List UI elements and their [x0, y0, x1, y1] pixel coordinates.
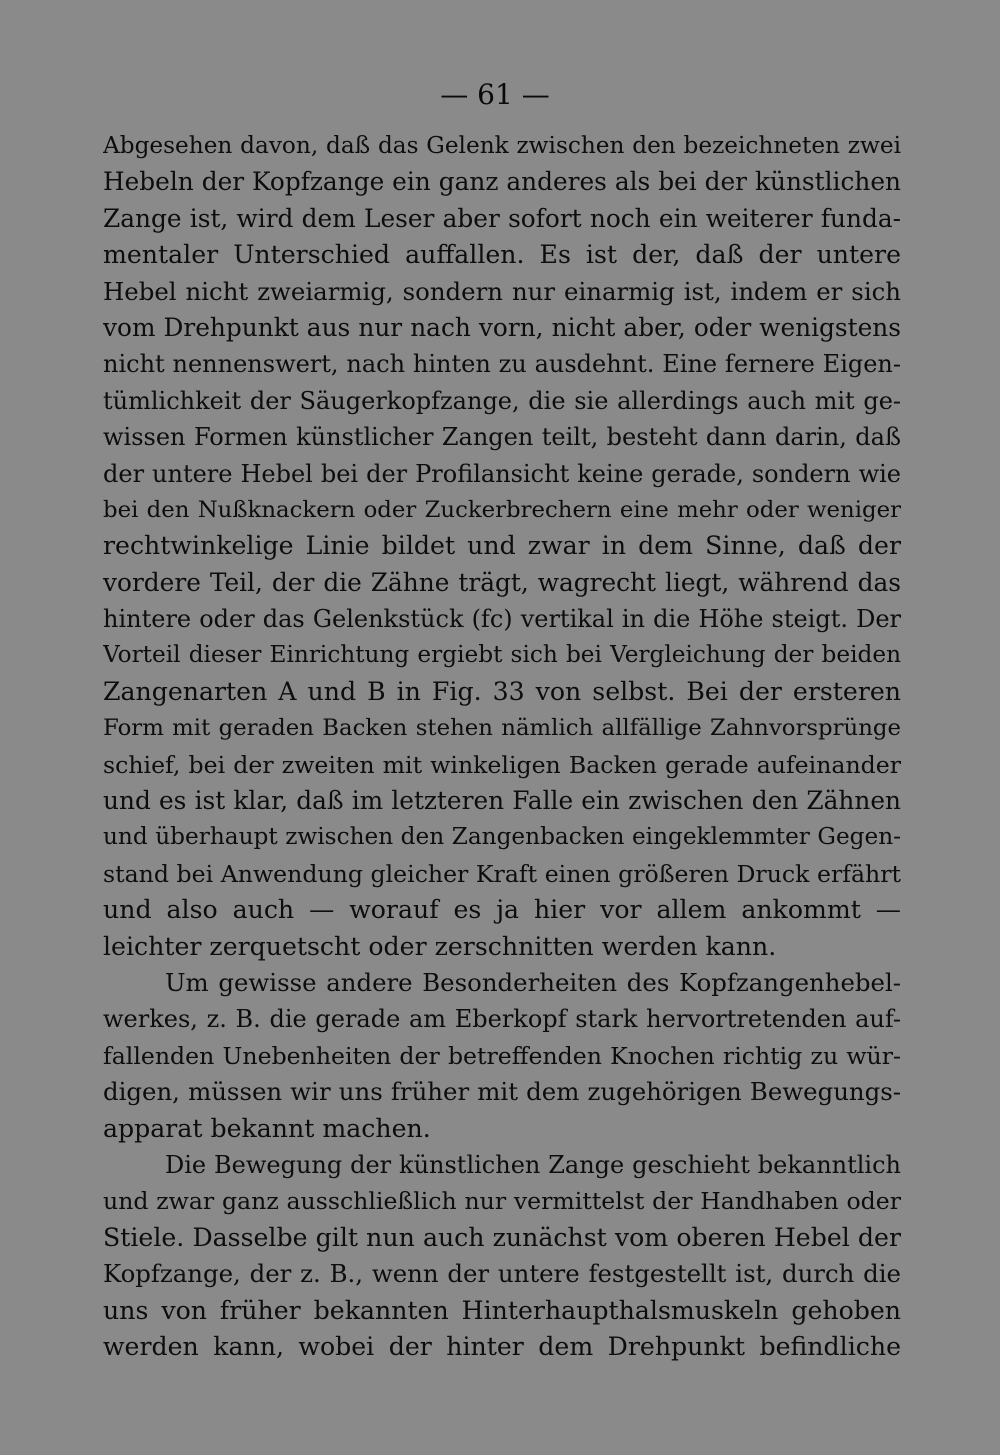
text-line: und zwar ganz ausschließlich nur vermittelst der Handhaben oder — [103, 1187, 901, 1216]
text-line: hintere oder das Gelenkstück (fc) vertikal in die Höhe steigt. Der — [103, 605, 901, 634]
text-line: der untere Hebel bei der Profilansicht keine gerade, sondern wie — [103, 459, 901, 488]
text-line: wissen Formen künstlicher Zangen teilt, besteht dann darin, daß — [103, 423, 901, 452]
text-line: Kopfzange, der z. B., wenn der untere festgestellt ist, durch die — [103, 1259, 901, 1289]
text-line: apparat bekannt machen. — [103, 1113, 431, 1143]
text-line: rechtwinkelige Linie bildet und zwar in dem Sinne, daß der — [103, 531, 901, 561]
text-line: Hebel nicht zweiarmig, sondern nur einarmig ist, indem er sich — [103, 276, 901, 306]
text-line: vordere Teil, der die Zähne trägt, wagrecht liegt, während das — [103, 567, 901, 597]
text-line: Hebeln der Kopfzange ein ganz anderes als bei der künstlichen — [103, 167, 901, 197]
text-line: mentaler Unterschied auffallen. Es ist der, daß der untere — [103, 240, 901, 270]
text-line: bei den Nußknackern oder Zuckerbrechern eine mehr oder weniger — [103, 496, 901, 523]
text-line: Zange ist, wird dem Leser aber sofort noch ein weiterer funda- — [103, 203, 901, 233]
text-line: Vorteil dieser Einrichtung ergiebt sich bei Vergleichung der beiden — [103, 641, 901, 669]
text-line: Abgesehen davon, daß das Gelenk zwischen den bezeichneten zwei — [103, 132, 901, 159]
text-line: werkes, z. B. die gerade am Eberkopf stark hervortretenden auf- — [103, 1005, 901, 1034]
page-number — [0, 78, 1000, 111]
text-line: werden kann, wobei der hinter dem Drehpunkt befindliche — [103, 1331, 901, 1361]
text-line: digen, müssen wir uns früher mit dem zugehörigen Bewegungs- — [103, 1077, 901, 1107]
text-line: stand bei Anwendung gleicher Kraft einen größeren Druck erfährt — [103, 859, 901, 888]
text-line: und überhaupt zwischen den Zangenbacken eingeklemmter Gegen- — [103, 823, 901, 851]
text-line: Zangenarten A und B in Fig. 33 von selbst. Bei der ersteren — [103, 676, 901, 706]
text-line: und also auch — worauf es ja hier vor allem ankommt — — [103, 895, 901, 925]
text-line: vom Drehpunkt aus nur nach vorn, nicht aber, oder wenigstens — [103, 312, 901, 342]
text-line: Stiele. Dasselbe gilt nun auch zunächst vom oberen Hebel der — [103, 1222, 901, 1252]
text-line: Die Bewegung der künstlichen Zange geschieht bekanntlich — [165, 1150, 901, 1179]
text-line: Form mit geraden Backen stehen nämlich allfällige Zahnvorsprünge — [103, 715, 901, 742]
text-line: nicht nennenswert, nach hinten zu ausdehnt. Eine fernere Eigen- — [103, 350, 901, 379]
page-number-text: — 61 — — [440, 78, 550, 111]
text-line: und es ist klar, daß im letzteren Falle ein zwischen den Zähnen — [103, 786, 901, 816]
text-line: fallenden Unebenheiten der betreffenden Knochen richtig zu wür- — [103, 1041, 901, 1070]
text-line: Um gewisse andere Besonderheiten des Kopfzangenhebel- — [165, 967, 901, 997]
text-line: leichter zerquetscht oder zerschnitten werden kann. — [103, 931, 777, 961]
body-text — [103, 128, 901, 1365]
text-line: tümlichkeit der Säugerkopfzange, die sie allerdings auch mit ge- — [103, 386, 901, 415]
text-line: schief, bei der zweiten mit winkeligen Backen gerade aufeinander — [103, 750, 901, 779]
text-line: uns von früher bekannten Hinterhaupthalsmuskeln gehoben — [103, 1295, 901, 1325]
